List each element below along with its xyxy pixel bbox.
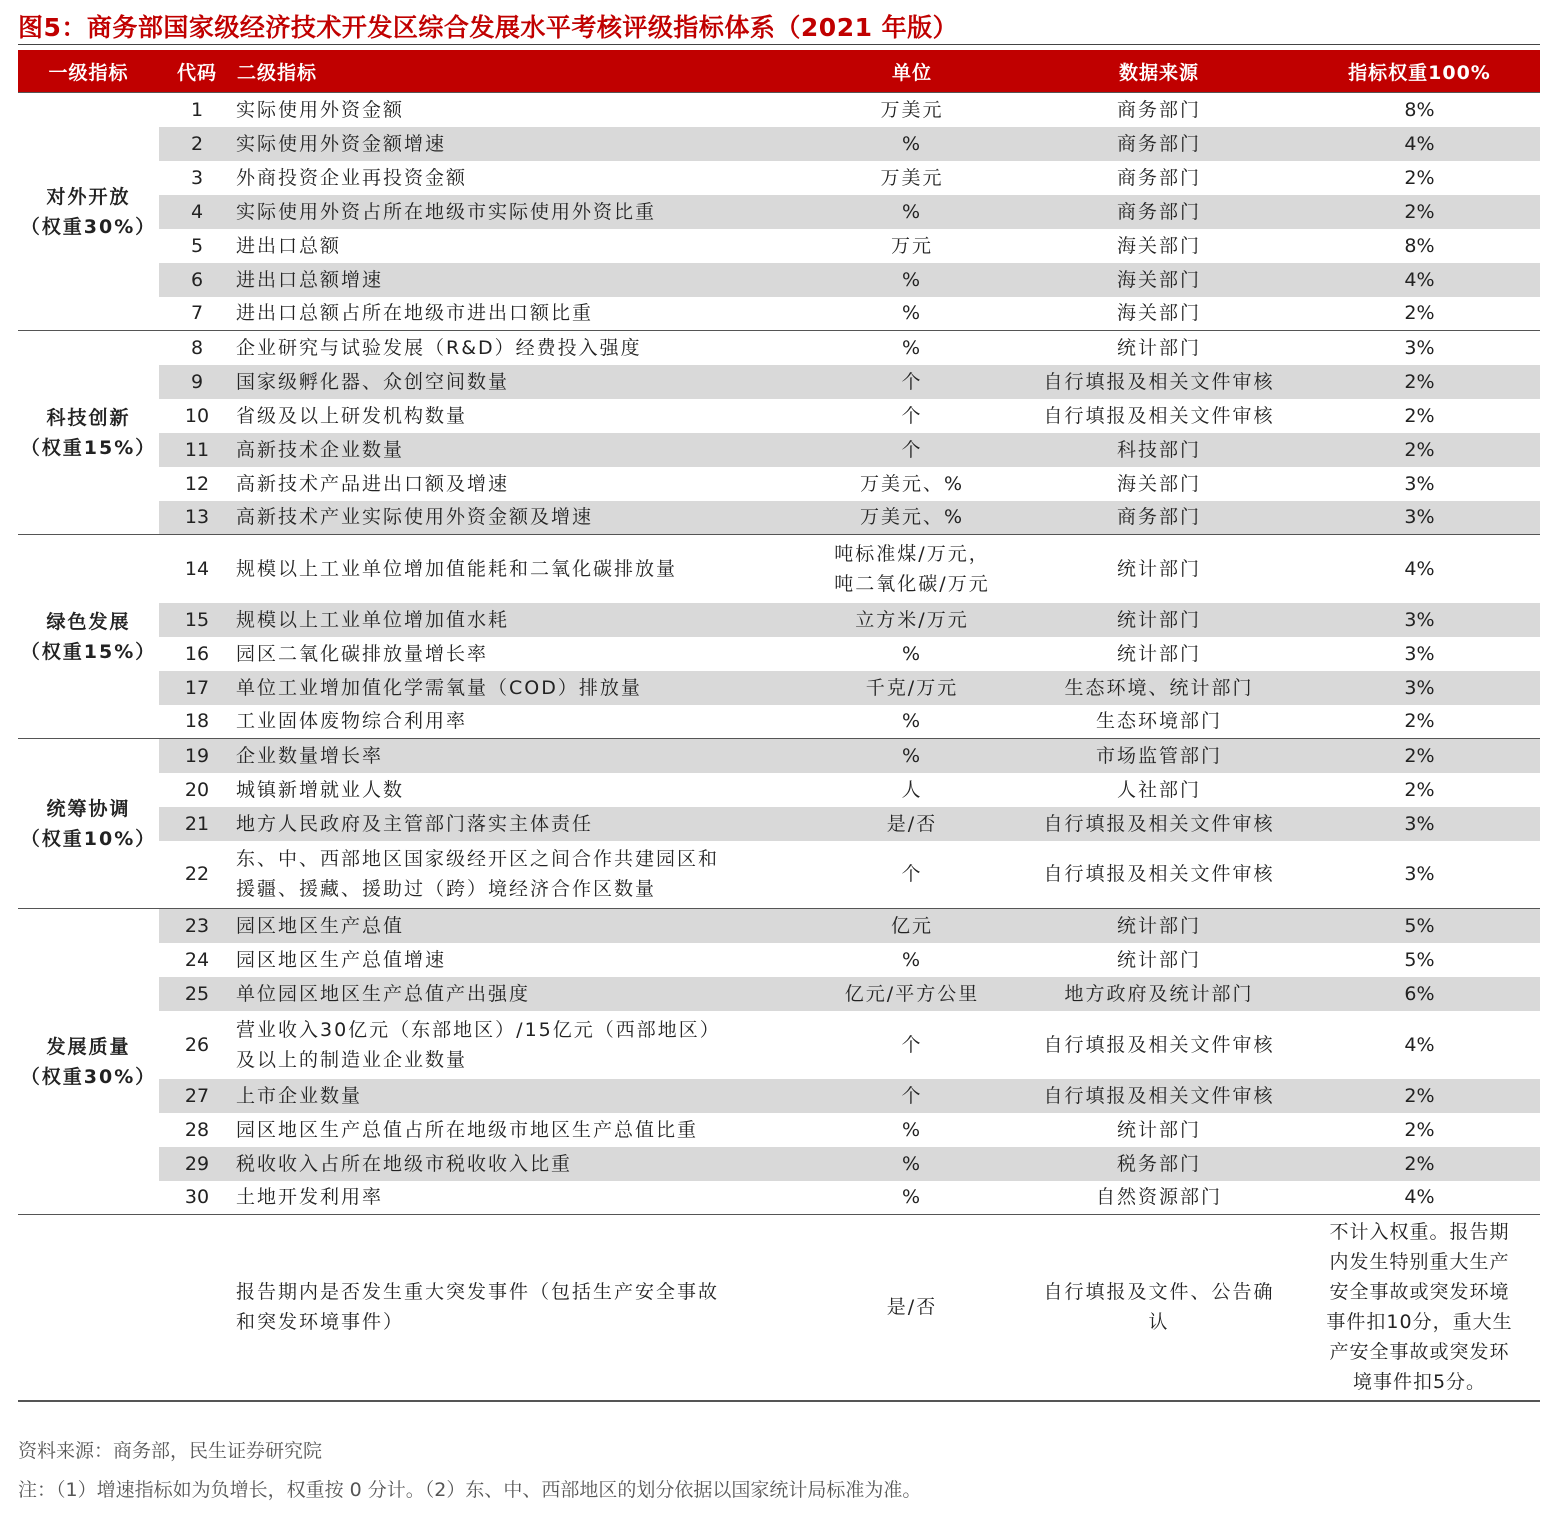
- weight-note-cell: [1299, 1215, 1540, 1401]
- source-cell: 统计部门: [1019, 535, 1299, 603]
- indicator-cell: [235, 841, 805, 909]
- unit-cell: %: [805, 263, 1019, 297]
- weight-cell: 4%: [1299, 535, 1540, 603]
- table-row: [18, 705, 1540, 739]
- indicator-cell: 地方人民政府及主管部门落实主体责任: [235, 807, 805, 841]
- indicator-cell: 实际使用外资占所在地级市实际使用外资比重: [235, 195, 805, 229]
- source-cell: 商务部门: [1116, 166, 1201, 189]
- weight-note-line: 境事件扣5分。: [1352, 1371, 1487, 1394]
- unit-cell: [805, 535, 1019, 603]
- source-cell: 生态环境、统计部门: [1019, 671, 1299, 705]
- weight-cell: 4%: [1299, 127, 1540, 161]
- source-cell: [1019, 1215, 1299, 1401]
- indicator-cell: 企业数量增长率: [235, 739, 805, 773]
- table-row: [18, 93, 1540, 127]
- indicator-cell: 土地开发利用率: [236, 1186, 384, 1209]
- group-name: 对外开放: [46, 185, 131, 208]
- indicator-cell: 税收收入占所在地级市税收收入比重: [235, 1147, 805, 1181]
- unit-cell: %: [805, 739, 1019, 773]
- source-cell: 市场监管部门: [1019, 739, 1299, 773]
- code-cell: 19: [159, 739, 235, 773]
- source-cell: 商务部门: [1019, 195, 1299, 229]
- table-row: [18, 433, 1540, 467]
- code-cell: 5: [190, 234, 204, 257]
- code-cell: 13: [159, 501, 235, 535]
- group-weight: （权重30%）: [20, 1065, 157, 1088]
- table-row: [18, 229, 1540, 263]
- source-cell: 自行填报及相关文件审核: [1019, 365, 1299, 399]
- weight-note-line: 内发生特别重大生产: [1329, 1251, 1510, 1274]
- group-weight: （权重15%）: [20, 640, 157, 663]
- weight-note-line: 事件扣10分，重大生: [1326, 1311, 1513, 1334]
- footnote: 注：（1）增速指标如为负增长，权重按 0 分计。（2）东、中、西部地区的划分依据以国家统计局标准为准。: [18, 1479, 922, 1501]
- weight-cell: 2%: [1404, 302, 1435, 325]
- header-source: 数据来源: [1019, 50, 1299, 93]
- header-weight: 指标权重100%: [1299, 50, 1540, 93]
- weight-cell: 2%: [1299, 433, 1540, 467]
- table-row: [18, 1011, 1540, 1079]
- indicator-cell: 单位园区地区生产总值产出强度: [235, 977, 805, 1011]
- table-row: [18, 297, 1540, 331]
- unit-cell: %: [805, 195, 1019, 229]
- table-row-extra: [18, 1215, 1540, 1401]
- code-cell: 2: [159, 127, 235, 161]
- source-cell: 自然资源部门: [1095, 1186, 1222, 1209]
- unit-cell: %: [901, 1186, 923, 1209]
- source-cell: 海关部门: [1116, 302, 1201, 325]
- indicator-cell: 上市企业数量: [235, 1079, 805, 1113]
- unit-cell: 个: [805, 1079, 1019, 1113]
- unit-line: 吨二氧化碳/万元: [834, 572, 990, 595]
- header-level2: 二级指标: [235, 50, 805, 93]
- weight-cell: 2%: [1404, 166, 1435, 189]
- weight-cell: 2%: [1404, 710, 1435, 733]
- unit-cell: %: [901, 1118, 923, 1141]
- unit-cell: 个: [901, 1033, 923, 1056]
- weight-cell: 3%: [1299, 671, 1540, 705]
- code-cell: 7: [190, 302, 204, 325]
- indicator-cell: 实际使用外资金额增速: [235, 127, 805, 161]
- source-cell: 地方政府及统计部门: [1019, 977, 1299, 1011]
- unit-cell: 万美元、%: [805, 501, 1019, 535]
- indicator-cell: 高新技术产业实际使用外资金额及增速: [235, 501, 805, 535]
- code-cell: 15: [159, 603, 235, 637]
- weight-cell: 8%: [1299, 93, 1540, 127]
- source-cell: 税务部门: [1019, 1147, 1299, 1181]
- source-cell: 自行填报及相关文件审核: [1019, 1079, 1299, 1113]
- indicator-cell: [235, 1011, 805, 1079]
- table-row: [18, 909, 1540, 943]
- unit-line: 吨标准煤/万元，: [834, 542, 990, 565]
- group-weight: （权重30%）: [20, 215, 157, 238]
- table-row: [18, 331, 1540, 365]
- source-cell: 自行填报及相关文件审核: [1043, 863, 1275, 886]
- code-cell: 27: [159, 1079, 235, 1113]
- table-row: [18, 161, 1540, 195]
- source-cell: 商务部门: [1019, 501, 1299, 535]
- weight-cell: 2%: [1299, 365, 1540, 399]
- unit-cell: 立方米/万元: [805, 603, 1019, 637]
- code-cell: 6: [159, 263, 235, 297]
- empty-cell: [18, 1215, 159, 1401]
- page-title: 图5：商务部国家级经济技术开发区综合发展水平考核评级指标体系（2021 年版）: [18, 13, 959, 42]
- weight-cell: 3%: [1299, 603, 1540, 637]
- table-row: [18, 1113, 1540, 1147]
- indicator-table: [18, 50, 1540, 1402]
- indicator-line: 东、中、西部地区国家级经开区之间合作共建园区和: [236, 848, 720, 871]
- table-row: [18, 501, 1540, 535]
- indicator-cell: 单位工业增加值化学需氧量（COD）排放量: [235, 671, 805, 705]
- weight-cell: 2%: [1299, 195, 1540, 229]
- table-row: [18, 977, 1540, 1011]
- group-name: 科技创新: [46, 406, 131, 429]
- weight-note-line: 安全事故或突发环境: [1329, 1281, 1510, 1304]
- weight-cell: 4%: [1404, 1186, 1435, 1209]
- table-row: [18, 365, 1540, 399]
- code-cell: 24: [184, 948, 210, 971]
- source-cell: 统计部门: [1019, 603, 1299, 637]
- indicator-cell: 进出口总额增速: [235, 263, 805, 297]
- source-cell: 海关部门: [1116, 234, 1201, 257]
- unit-cell: 亿元: [805, 909, 1019, 943]
- indicator-line: 报告期内是否发生重大突发事件（包括生产安全事故: [236, 1281, 720, 1304]
- weight-cell: 2%: [1299, 1079, 1540, 1113]
- source-cell: 海关部门: [1019, 263, 1299, 297]
- code-cell: 22: [184, 863, 210, 886]
- source-cell: 自行填报及相关文件审核: [1019, 807, 1299, 841]
- source-cell: 自行填报及相关文件审核: [1043, 1033, 1275, 1056]
- weight-cell: 3%: [1299, 331, 1540, 365]
- table-row: [18, 195, 1540, 229]
- unit-cell: %: [901, 302, 923, 325]
- unit-cell: %: [901, 948, 923, 971]
- source-cell: 统计部门: [1019, 331, 1299, 365]
- weight-cell: 2%: [1299, 739, 1540, 773]
- table-row: [18, 535, 1540, 603]
- unit-cell: %: [901, 710, 923, 733]
- unit-cell: 亿元/平方公里: [805, 977, 1019, 1011]
- group-cell-open: [18, 93, 159, 331]
- group-name: 发展质量: [46, 1035, 131, 1058]
- unit-cell: 人: [901, 778, 923, 801]
- table-row: [18, 127, 1540, 161]
- weight-cell: 3%: [1404, 863, 1435, 886]
- unit-cell: %: [901, 642, 923, 665]
- group-cell-green: [18, 535, 159, 739]
- code-cell: 1: [159, 93, 235, 127]
- indicator-cell: 企业研究与试验发展（R&D）经费投入强度: [235, 331, 805, 365]
- weight-cell: 2%: [1404, 404, 1435, 427]
- weight-note-line: 产安全事故或突发环: [1329, 1341, 1510, 1364]
- unit-cell: 万美元: [805, 93, 1019, 127]
- indicator-line: 及以上的制造业企业数量: [236, 1048, 468, 1071]
- indicator-cell: 园区二氧化碳排放量增长率: [236, 642, 489, 665]
- code-cell: 20: [184, 778, 210, 801]
- group-weight: （权重10%）: [20, 827, 157, 850]
- code-cell: 11: [159, 433, 235, 467]
- source-cell: 人社部门: [1116, 778, 1201, 801]
- table-row: [18, 263, 1540, 297]
- header-level1: 一级指标: [18, 50, 159, 93]
- table-row: [18, 773, 1540, 807]
- weight-cell: 5%: [1404, 948, 1435, 971]
- source-line: 认: [1148, 1311, 1170, 1334]
- indicator-cell: 规模以上工业单位增加值水耗: [235, 603, 805, 637]
- indicator-cell: 进出口总额: [236, 234, 342, 257]
- code-cell: 25: [159, 977, 235, 1011]
- code-cell: 28: [184, 1118, 210, 1141]
- group-name: 统筹协调: [46, 797, 131, 820]
- indicator-cell: 工业固体废物综合利用率: [236, 710, 468, 733]
- indicator-line: 援疆、援藏、援助过（跨）境经济合作区数量: [236, 878, 657, 901]
- weight-cell: 2%: [1404, 778, 1435, 801]
- code-cell: 8: [159, 331, 235, 365]
- table-row: [18, 739, 1540, 773]
- code-cell: 23: [159, 909, 235, 943]
- source-cell: 统计部门: [1019, 909, 1299, 943]
- weight-note-line: 不计入权重。报告期: [1329, 1221, 1510, 1244]
- source-cell: 科技部门: [1019, 433, 1299, 467]
- code-cell: 30: [184, 1186, 210, 1209]
- code-cell: 18: [184, 710, 210, 733]
- indicator-line: 和突发环境事件）: [236, 1311, 405, 1334]
- code-cell: 17: [159, 671, 235, 705]
- title-divider: [18, 44, 1540, 45]
- table-row: [18, 603, 1540, 637]
- table-row: [18, 1181, 1540, 1215]
- indicator-cell: 省级及以上研发机构数量: [236, 404, 468, 427]
- indicator-cell: 国家级孵化器、众创空间数量: [235, 365, 805, 399]
- indicator-line: 营业收入30亿元（东部地区）/15亿元（西部地区）: [236, 1018, 721, 1041]
- table-row: [18, 467, 1540, 501]
- code-cell: 26: [184, 1033, 210, 1056]
- source-cell: 统计部门: [1116, 642, 1201, 665]
- code-cell: 12: [184, 472, 210, 495]
- source-cell: 自行填报及相关文件审核: [1043, 404, 1275, 427]
- header-row: [18, 50, 1540, 93]
- weight-cell: 4%: [1404, 1033, 1435, 1056]
- table-row: [18, 399, 1540, 433]
- unit-cell: 万美元、%: [859, 472, 965, 495]
- indicator-cell: 高新技术企业数量: [235, 433, 805, 467]
- unit-cell: 万元: [890, 234, 933, 257]
- source-cell: 商务部门: [1019, 93, 1299, 127]
- weight-cell: 3%: [1404, 642, 1435, 665]
- code-cell: 29: [159, 1147, 235, 1181]
- unit-cell: %: [805, 1147, 1019, 1181]
- code-cell: 14: [159, 535, 235, 603]
- code-cell: 10: [184, 404, 210, 427]
- group-cell-quality: [18, 909, 159, 1215]
- unit-cell: 个: [805, 433, 1019, 467]
- weight-cell: 6%: [1299, 977, 1540, 1011]
- code-cell: 16: [184, 642, 210, 665]
- table-row: [18, 841, 1540, 909]
- unit-cell: %: [805, 127, 1019, 161]
- weight-cell: 3%: [1404, 472, 1435, 495]
- indicator-cell: 高新技术产品进出口额及增速: [236, 472, 510, 495]
- table-row: [18, 1147, 1540, 1181]
- source-cell: 商务部门: [1019, 127, 1299, 161]
- empty-cell: [159, 1215, 235, 1401]
- indicator-cell: 外商投资企业再投资金额: [236, 166, 468, 189]
- table-row: [18, 807, 1540, 841]
- weight-cell: 2%: [1299, 1147, 1540, 1181]
- table-row: [18, 1079, 1540, 1113]
- group-weight: （权重15%）: [20, 436, 157, 459]
- source-cell: 统计部门: [1116, 1118, 1201, 1141]
- weight-cell: 4%: [1299, 263, 1540, 297]
- code-cell: 4: [159, 195, 235, 229]
- unit-cell: 个: [805, 365, 1019, 399]
- indicator-cell: 进出口总额占所在地级市进出口额比重: [236, 302, 594, 325]
- unit-cell: 是/否: [805, 1215, 1019, 1401]
- group-cell-coordination: [18, 739, 159, 909]
- source-cell: 生态环境部门: [1095, 710, 1222, 733]
- weight-cell: 3%: [1299, 807, 1540, 841]
- indicator-cell: 园区地区生产总值增速: [236, 948, 447, 971]
- indicator-cell: [235, 1215, 805, 1401]
- unit-cell: %: [805, 331, 1019, 365]
- unit-cell: 千克/万元: [805, 671, 1019, 705]
- header-code: 代码: [159, 50, 235, 93]
- unit-cell: 个: [901, 863, 923, 886]
- source-line: 自行填报及文件、公告确: [1043, 1281, 1275, 1304]
- unit-cell: 个: [901, 404, 923, 427]
- header-unit: 单位: [805, 50, 1019, 93]
- unit-cell: 是/否: [805, 807, 1019, 841]
- code-cell: 21: [159, 807, 235, 841]
- indicator-cell: 城镇新增就业人数: [236, 778, 405, 801]
- unit-cell: 万美元: [880, 166, 944, 189]
- source-cell: 海关部门: [1116, 472, 1201, 495]
- weight-cell: 8%: [1404, 234, 1435, 257]
- code-cell: 9: [159, 365, 235, 399]
- code-cell: 3: [190, 166, 204, 189]
- indicator-cell: 实际使用外资金额: [235, 93, 805, 127]
- weight-cell: 2%: [1404, 1118, 1435, 1141]
- source-note: 资料来源：商务部，民生证券研究院: [18, 1440, 323, 1462]
- weight-cell: 3%: [1299, 501, 1540, 535]
- indicator-cell: 园区地区生产总值: [235, 909, 805, 943]
- weight-cell: 5%: [1299, 909, 1540, 943]
- table-row: [18, 671, 1540, 705]
- table-row: [18, 943, 1540, 977]
- group-cell-innovation: [18, 331, 159, 535]
- indicator-cell: 园区地区生产总值占所在地级市地区生产总值比重: [236, 1118, 699, 1141]
- table-row: [18, 637, 1540, 671]
- indicator-cell: 规模以上工业单位增加值能耗和二氧化碳排放量: [235, 535, 805, 603]
- group-name: 绿色发展: [46, 610, 131, 633]
- source-cell: 统计部门: [1116, 948, 1201, 971]
